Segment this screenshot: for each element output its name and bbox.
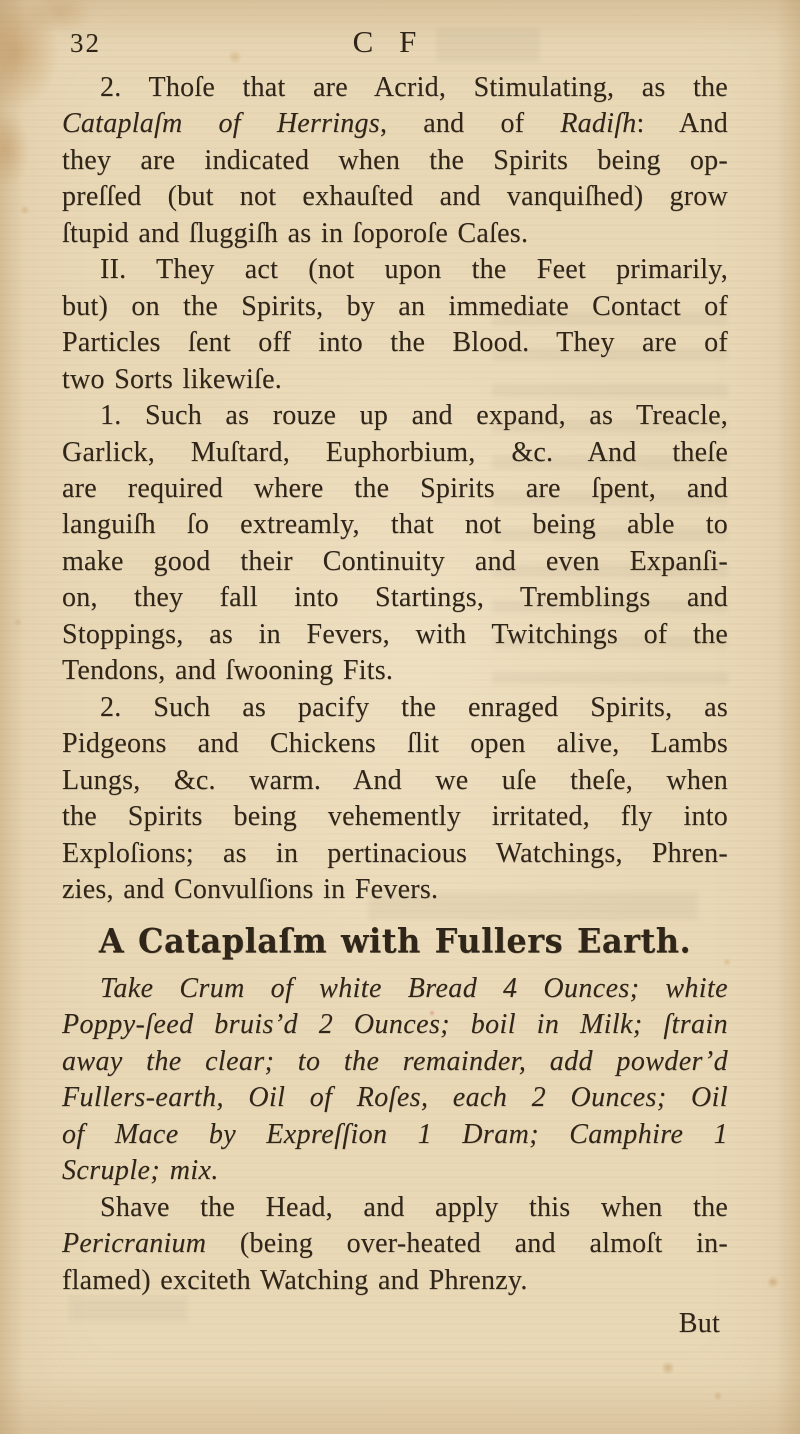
text-line	[62, 763, 728, 799]
roman-text: Shave the Head, and apply this when the	[100, 1191, 728, 1223]
roman-text: Tendons, and ſwooning Fits.	[62, 655, 394, 687]
text-line	[62, 70, 728, 106]
text-line	[62, 1263, 728, 1299]
text-line	[62, 179, 728, 215]
roman-text: 2. Thoſe that are Acrid, Stimulating, as the	[100, 72, 728, 103]
text-line	[62, 1117, 728, 1153]
page-number: 32	[70, 28, 101, 58]
text-line	[62, 507, 728, 543]
text-line	[62, 690, 728, 726]
text-line	[62, 617, 728, 653]
italic-text: Fullers-earth, Oil of Roſes, each 2 Ounces; Oil	[62, 1082, 728, 1114]
text-line	[62, 289, 728, 325]
roman-text: on, they fall into Startings, Tremblings and	[62, 582, 728, 614]
text-line	[62, 836, 728, 872]
roman-text: 2. Such as pacify the enraged Spirits, as	[100, 691, 728, 723]
recipe-paragraph	[62, 971, 728, 1190]
roman-text: make good their Continuity and even Expanſi-	[62, 545, 728, 577]
running-head: C F	[352, 24, 418, 59]
roman-text: two Sorts likewiſe.	[62, 363, 282, 395]
text-line	[62, 1153, 728, 1189]
text-line	[62, 398, 728, 434]
text-line	[62, 1007, 728, 1043]
italic-text: Pericranium	[62, 1228, 207, 1260]
italic-text: away the clear; to the remainder, add powder’d	[62, 1045, 728, 1077]
italic-text: Scruple; mix.	[62, 1155, 219, 1187]
italic-text: Take Crum of white Bread 4 Ounces; white	[100, 972, 728, 1004]
text-line	[62, 435, 728, 471]
roman-text: Stoppings, as in Fevers, with Twitchings of the	[62, 618, 728, 650]
text-line	[62, 726, 728, 762]
italic-text: of Mace by Expreſſion 1 Dram; Camphire 1	[62, 1118, 728, 1150]
text-line	[62, 1190, 728, 1226]
text-line	[62, 471, 728, 507]
text-line	[62, 362, 728, 398]
italic-text: Cataplaſm of Herrings	[62, 108, 380, 140]
text-line	[62, 653, 728, 689]
roman-text: zies, and Convulſions in Fevers.	[62, 873, 439, 905]
text-line	[62, 971, 728, 1007]
text-line	[62, 580, 728, 616]
roman-text: but) on the Spirits, by an immediate Contact of	[62, 290, 728, 322]
roman-text: the Spirits being vehemently irritated, fly into	[62, 801, 728, 833]
roman-text: Lungs, &c. warm. And we uſe theſe, when	[62, 764, 728, 796]
closing-paragraph	[62, 1190, 728, 1299]
italic-text: Poppy-ſeed bruis’d 2 Ounces; boil in Milk; ſtrain	[62, 1009, 728, 1041]
roman-text: they are indicated when the Spirits being op-	[62, 144, 728, 176]
roman-text: are required where the Spirits are ſpent, and	[62, 472, 728, 504]
roman-text: languiſh ſo extreamly, that not being able to	[62, 509, 728, 541]
text-line	[62, 872, 728, 908]
roman-text: Pidgeons and Chickens ſlit open alive, Lambs	[62, 728, 728, 760]
roman-text: 1. Such as rouze up and expand, as Treacle,	[100, 400, 728, 432]
text-line	[62, 216, 728, 252]
text-line	[62, 106, 728, 142]
italic-text: Radiſh	[560, 108, 637, 140]
section-heading: A Cataplaſm with Fullers Earth.	[98, 921, 692, 962]
body-paragraphs	[62, 70, 728, 908]
roman-text: preſſed (but not exhauſted and vanquiſhed) grow	[62, 181, 728, 213]
text-line	[62, 143, 728, 179]
roman-text: Garlick, Muſtard, Euphorbium, &c. And theſe	[62, 436, 728, 468]
text-line	[62, 325, 728, 361]
text-line	[62, 252, 728, 288]
text-line	[62, 799, 728, 835]
roman-text: flamed) exciteth Watching and Phrenzy.	[62, 1264, 528, 1296]
roman-text: Particles ſent off into the Blood. They are of	[62, 327, 728, 359]
text-line	[62, 1044, 728, 1080]
roman-text: , and of	[379, 108, 561, 140]
text-line	[62, 544, 728, 580]
text-column	[62, 70, 728, 1342]
roman-text: (being over-heated and almoſt in-	[206, 1228, 728, 1260]
roman-text: Exploſions; as in pertinacious Watchings, Phren-	[62, 837, 728, 869]
text-line	[62, 1080, 728, 1116]
text-line	[62, 1226, 728, 1262]
catchword: But	[678, 1307, 720, 1339]
roman-text: : And	[636, 108, 728, 140]
roman-text: ſtupid and ſluggiſh as in ſoporoſe Caſes.	[62, 217, 529, 249]
roman-text: II. They act (not upon the Feet primarily,	[100, 254, 728, 286]
